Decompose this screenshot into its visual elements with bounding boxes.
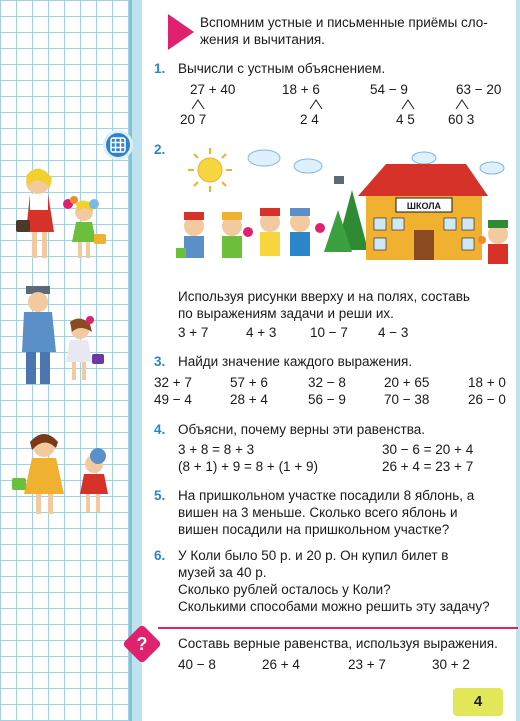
task-6-line-4: Сколькими способами можно решить эту задачу? (178, 599, 490, 614)
task-1-expr-4: 63 − 20 (456, 82, 502, 97)
task-3-r1-c5: 18 + 0 (468, 375, 506, 390)
task-5-number: 5. (154, 488, 166, 503)
task-4-right-1: 30 − 6 = 20 + 4 (382, 442, 474, 457)
task-6-line-2: музей за 40 р. (178, 565, 267, 580)
girls-illustration (8, 428, 118, 518)
extra-expr-1: 40 − 8 (178, 657, 216, 672)
task-4-left-1: 3 + 8 = 8 + 3 (178, 442, 255, 457)
task-4-left-2: (8 + 1) + 9 = 8 + (1 + 9) (178, 459, 318, 474)
task-2-line-2: по выражениям задачи и реши их. (178, 306, 394, 321)
task-2-line-1: Используя рисунки вверху и на полях, составь (178, 289, 470, 304)
task-3-r1-c4: 20 + 65 (384, 375, 430, 390)
task-2-expr-2: 4 + 3 (246, 325, 277, 340)
task-3-r2-c2: 28 + 4 (230, 392, 268, 407)
task-3-r2-c3: 56 − 9 (308, 392, 346, 407)
page-edge-strip (132, 0, 142, 721)
extra-title: Составь верные равенства, используя выражения. (178, 636, 498, 651)
extra-expr-4: 30 + 2 (432, 657, 470, 672)
task-1-expr-3: 54 − 9 (370, 82, 408, 97)
decomposition-marks (150, 96, 516, 112)
task-5-line-2: вишен на 3 меньше. Сколько всего яблонь и (178, 505, 458, 520)
school-illustration (176, 140, 516, 280)
task-1-parts-3: 4 5 (396, 112, 415, 127)
task-5-line-3: вишен посадили на пришкольном участке? (178, 522, 450, 537)
task-3-r2-c4: 70 − 38 (384, 392, 430, 407)
task-3-r2-c1: 49 − 4 (154, 392, 192, 407)
task-2-expr-4: 4 − 3 (378, 325, 409, 340)
task-3-r1-c2: 57 + 6 (230, 375, 268, 390)
grid-icon (103, 130, 133, 160)
task-3-title: Найди значение каждого выражения. (178, 354, 413, 369)
task-6-line-1: У Коли было 50 р. и 20 р. Он купил билет в (178, 548, 449, 563)
task-3-r1-c1: 32 + 7 (154, 375, 192, 390)
school-sign: ШКОЛА (406, 201, 442, 211)
question-badge-icon: ? (122, 624, 162, 664)
mother-daughter-illustration (8, 160, 118, 270)
page-number: 4 (453, 688, 503, 716)
extra-expr-3: 23 + 7 (348, 657, 386, 672)
task-2-number: 2. (154, 142, 166, 157)
task-1-parts-1: 20 7 (180, 112, 207, 127)
task-2-expr-1: 3 + 7 (178, 325, 209, 340)
task-1-parts-4: 60 3 (448, 112, 475, 127)
extra-divider (158, 627, 518, 629)
task-6-number: 6. (154, 548, 166, 563)
task-4-right-2: 26 + 4 = 23 + 7 (382, 459, 474, 474)
task-1-expr-2: 18 + 6 (282, 82, 320, 97)
father-daughter-illustration (8, 282, 118, 392)
right-edge-strip (516, 0, 520, 721)
task-4-number: 4. (154, 422, 166, 437)
task-1-title: Вычисли с устным объяснением. (178, 61, 386, 76)
intro-line-2: жения и вычитания. (200, 32, 325, 47)
task-3-r1-c3: 32 − 8 (308, 375, 346, 390)
intro-line-1: Вспомним устные и письменные приёмы сло- (200, 15, 488, 30)
intro-marker-icon (168, 14, 194, 50)
task-3-number: 3. (154, 354, 166, 369)
task-2-expr-3: 10 − 7 (310, 325, 348, 340)
task-1-parts-2: 2 4 (300, 112, 319, 127)
task-3-r2-c5: 26 − 0 (468, 392, 506, 407)
task-1-number: 1. (154, 61, 166, 76)
task-6-line-3: Сколько рублей осталось у Коли? (178, 582, 391, 597)
page-content (150, 0, 516, 721)
task-4-title: Объясни, почему верны эти равенства. (178, 422, 426, 437)
task-5-line-1: На пришкольном участке посадили 8 яблонь, а (178, 488, 475, 503)
extra-expr-2: 26 + 4 (262, 657, 300, 672)
task-1-expr-1: 27 + 40 (190, 82, 236, 97)
